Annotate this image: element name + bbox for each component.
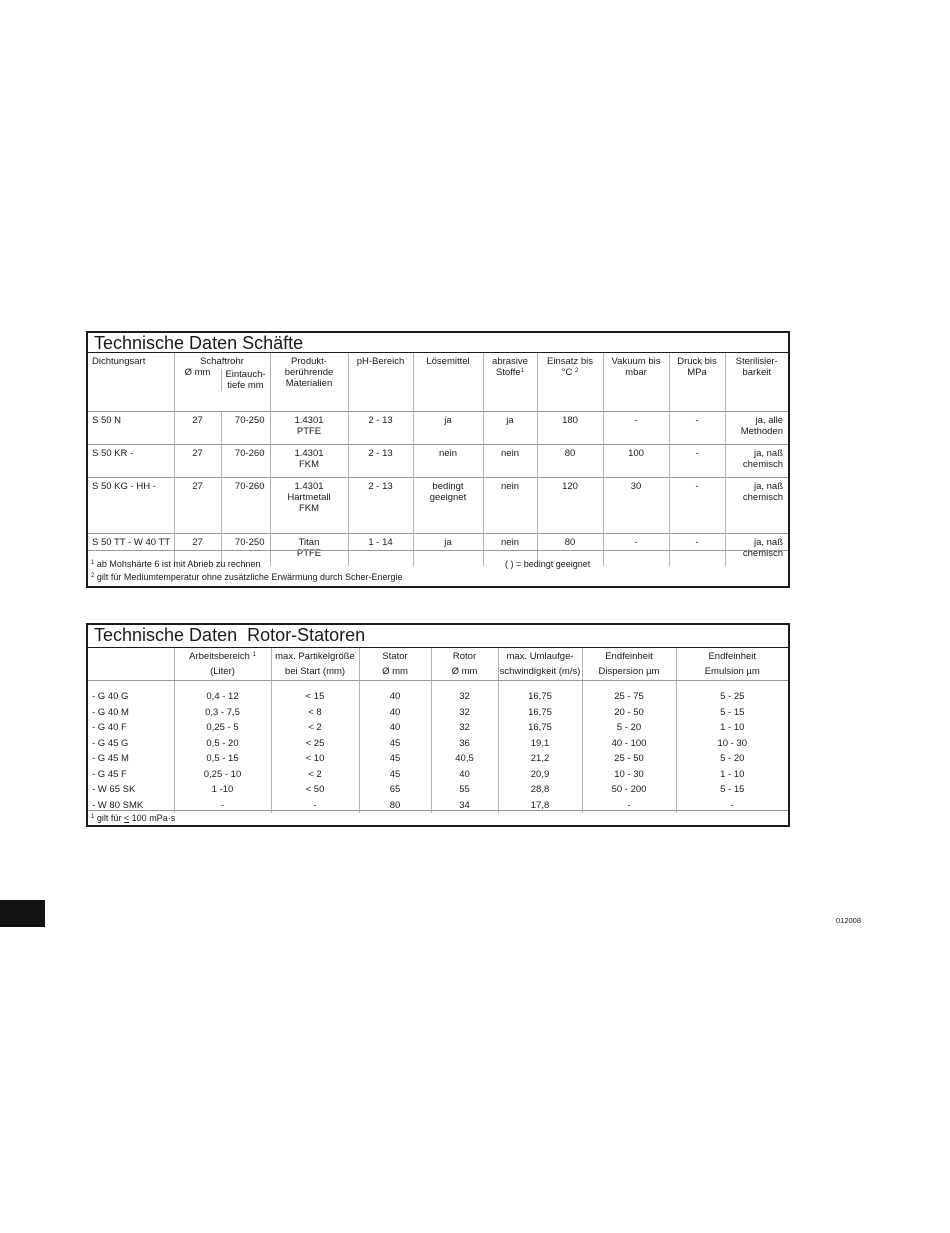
cell-stator: 40 <box>389 691 401 702</box>
header-druck-line-2: MPa <box>687 367 707 378</box>
cell-arbeitsbereich: 1 -10 <box>211 784 234 795</box>
cell-partikel: < 15 <box>305 691 325 702</box>
rotor-statoren-footnote <box>91 813 175 824</box>
cell-type: - G 45 G <box>92 737 129 749</box>
header-produkt-line-2: berührende <box>284 367 334 378</box>
cell-abrasive: nein <box>483 444 537 477</box>
header-schaftrohr-label: Schaftrohr <box>200 356 244 367</box>
header-umlauf-line-2: schwindigkeit (m/s) <box>499 666 581 677</box>
rotor-statoren-header-rule <box>88 680 788 681</box>
header-eintauch-line-1: Eintauch- <box>225 369 266 380</box>
cell-dichtungsart: S 50 KG - HH - <box>88 477 174 533</box>
cell-material <box>270 477 348 533</box>
col-arbeitsbereich <box>174 680 271 813</box>
cell-arbeitsbereich: 0,3 - 7,5 <box>205 706 240 718</box>
cell-druck: - <box>669 533 725 566</box>
rotor-statoren-data-block <box>88 680 788 813</box>
cell-emulsion: 1 - 10 <box>720 722 745 733</box>
cell-emulsion: 5 - 20 <box>720 753 745 764</box>
header-produkt <box>270 353 348 411</box>
cell-ph: 2 - 13 <box>348 411 413 444</box>
cell-eintauchtiefe: 70-250 <box>221 533 270 566</box>
header-umlauf-line-1: max. Umlaufge- <box>506 651 574 662</box>
cell-arbeitsbereich: 0,25 - 10 <box>203 768 242 780</box>
cell-druck: - <box>669 477 725 533</box>
cell-partikel: < 25 <box>305 737 325 749</box>
cell-type: - W 65 SK <box>92 784 136 795</box>
cell-einsatz: 80 <box>537 444 603 477</box>
legend-bedingt-geeignet: ( ) = bedingt geeignet <box>505 559 591 569</box>
cell-eintauchtiefe: 70-250 <box>221 411 270 444</box>
cell-stator: 80 <box>389 799 401 811</box>
cell-vakuum: - <box>603 411 669 444</box>
cell-durchmesser: 27 <box>174 477 221 533</box>
cell-stator: 45 <box>389 768 401 780</box>
cell-type: - G 45 F <box>92 768 127 780</box>
cell-umlaufgeschwindigkeit: 21,2 <box>530 753 550 764</box>
cell-dichtungsart: S 50 KR - <box>88 444 174 477</box>
header-einsatz-line-2: °C <box>561 367 573 378</box>
cell-stator: 45 <box>389 753 401 764</box>
cell-sterilisierbarkeit <box>725 477 788 533</box>
cell-rotor: 32 <box>459 691 470 702</box>
cell-material <box>270 411 348 444</box>
header-partikel <box>271 648 359 680</box>
cell-material-line: Hartmetall <box>287 491 331 503</box>
header-stator-line-1: Stator <box>382 651 408 662</box>
footnote-1-mark: 1 <box>91 560 95 566</box>
cell-partikel: < 10 <box>305 753 325 764</box>
cell-sterilisierbarkeit <box>725 411 788 444</box>
header-rotor-line-1: Rotor <box>452 651 477 662</box>
header-endfeinheit-dispersion <box>582 648 676 680</box>
cell-umlaufgeschwindigkeit: 19,1 <box>530 737 550 749</box>
cell-steril-line: chemisch <box>742 458 783 470</box>
col-endfeinheit-emulsion <box>676 680 788 813</box>
header-vakuum-line-2: mbar <box>625 367 647 378</box>
cell-dispersion: 25 - 75 <box>614 691 644 702</box>
cell-steril-line: ja, naß <box>753 536 783 548</box>
cell-partikel: < 2 <box>308 768 322 780</box>
cell-vakuum: - <box>603 533 669 566</box>
cell-umlaufgeschwindigkeit: 16,75 <box>528 706 552 718</box>
col-partikel <box>271 680 359 813</box>
cell-arbeitsbereich: 0,4 - 12 <box>206 691 239 702</box>
footnote-2 <box>91 572 403 583</box>
header-arbeitsbereich <box>174 648 271 680</box>
table-row <box>88 411 788 444</box>
cell-steril-line: Methoden <box>740 425 783 437</box>
cell-dichtungsart: S 50 TT - W 40 TT <box>88 533 174 566</box>
cell-abrasive: nein <box>483 477 537 533</box>
cell-ph: 2 - 13 <box>348 477 413 533</box>
cell-vakuum: 100 <box>603 444 669 477</box>
cell-loesemittel: nein <box>413 444 483 477</box>
col-endfeinheit-dispersion <box>582 680 676 813</box>
header-abrasive-line-2: Stoffe <box>496 367 521 378</box>
cell-loesemittel: ja <box>413 411 483 444</box>
header-abrasive-footnote-mark: 1 <box>520 368 524 374</box>
cell-druck: - <box>669 444 725 477</box>
page-code: 012008 <box>836 916 862 925</box>
header-emul-line-1: Endfeinheit <box>708 651 757 662</box>
header-arbeitsbereich-line-1: Arbeitsbereich <box>189 651 250 662</box>
header-vakuum-line-1: Vakuum bis <box>611 356 661 367</box>
cell-loesemittel <box>413 477 483 533</box>
cell-arbeitsbereich: 0,5 - 20 <box>206 737 239 749</box>
cell-eintauchtiefe: 70-260 <box>221 477 270 533</box>
rotor-statoren-footnote-mark: 1 <box>91 814 95 820</box>
header-druck-line-1: Druck bis <box>677 356 717 367</box>
cell-material-line: FKM <box>298 458 320 470</box>
cell-rotor: 40,5 <box>455 753 474 764</box>
cell-loesemittel-line: bedingt <box>432 480 464 492</box>
schaefte-footnote-rule <box>88 550 788 551</box>
cell-dispersion: - <box>627 799 631 811</box>
header-disp-line-2: Dispersion µm <box>598 666 660 677</box>
header-sterilisierbarkeit <box>725 353 788 411</box>
cell-type: - G 40 G <box>92 691 129 702</box>
cell-umlaufgeschwindigkeit: 20,9 <box>530 768 550 780</box>
cell-dispersion: 25 - 50 <box>614 753 644 764</box>
header-eintauch-line-2: tiefe mm <box>227 380 264 391</box>
cell-einsatz: 120 <box>537 477 603 533</box>
header-steril-line-2: barkeit <box>742 367 771 378</box>
cell-abrasive: ja <box>483 411 537 444</box>
cell-arbeitsbereich: - <box>220 799 225 811</box>
cell-arbeitsbereich: 0,5 - 15 <box>206 753 239 764</box>
cell-stator: 65 <box>389 784 401 795</box>
header-druck <box>669 353 725 411</box>
cell-rotor: 32 <box>459 706 470 718</box>
schaefte-table <box>88 353 788 566</box>
page-edge-marker <box>0 900 45 927</box>
cell-emulsion: 5 - 15 <box>720 706 745 718</box>
cell-material-line: Titan <box>298 536 320 548</box>
schaefte-title: Technische Daten Schäfte <box>94 333 304 353</box>
cell-arbeitsbereich: 0,25 - 5 <box>206 722 239 733</box>
schaefte-table-box <box>86 331 790 588</box>
cell-umlaufgeschwindigkeit: 17,8 <box>530 799 550 811</box>
header-produkt-line-3: Materialien <box>285 378 333 389</box>
header-dichtungsart: Dichtungsart <box>88 353 174 411</box>
header-partikel-line-1: max. Partikelgröße <box>275 651 355 662</box>
header-arbeitsbereich-footnote-mark: 1 <box>252 652 256 658</box>
header-empty <box>88 648 174 680</box>
cell-dichtungsart: S 50 N <box>88 411 174 444</box>
cell-rotor: 40 <box>459 768 470 780</box>
header-produkt-line-1: Produkt- <box>291 356 327 367</box>
cell-partikel: < 8 <box>308 706 322 718</box>
cell-umlaufgeschwindigkeit: 28,8 <box>530 784 550 795</box>
header-einsatz-line-1: Einsatz bis <box>547 356 593 367</box>
cell-durchmesser: 27 <box>174 533 221 566</box>
cell-dispersion: 40 - 100 <box>611 737 647 749</box>
header-vakuum <box>603 353 669 411</box>
cell-rotor: 36 <box>459 737 470 749</box>
rotor-statoren-table <box>88 648 788 813</box>
header-rotor <box>431 648 498 680</box>
cell-stator: 40 <box>389 706 401 718</box>
cell-partikel: < 50 <box>305 784 325 795</box>
cell-type: - G 40 M <box>92 706 129 718</box>
col-type <box>88 680 174 813</box>
cell-steril-line: ja, naß <box>753 447 783 459</box>
header-einsatz <box>537 353 603 411</box>
cell-dispersion: 50 - 200 <box>611 784 647 795</box>
cell-emulsion: 10 - 30 <box>717 737 748 749</box>
cell-durchmesser: 27 <box>174 411 221 444</box>
header-schaftrohr <box>174 353 270 411</box>
footnote-1 <box>91 559 260 570</box>
cell-rotor: 55 <box>459 784 470 795</box>
rotor-statoren-footnote-text: gilt für <box>96 813 122 823</box>
cell-stator: 45 <box>389 737 401 749</box>
cell-rotor: 34 <box>459 799 470 811</box>
col-stator <box>359 680 431 813</box>
header-umlaufgeschwindigkeit <box>498 648 582 680</box>
cell-ph: 2 - 13 <box>348 444 413 477</box>
footnote-2-text: gilt für Mediumtemperatur ohne zusätzliche Erwärmung durch Scher-Energie <box>96 572 403 582</box>
cell-stator: 40 <box>389 722 401 733</box>
cell-dispersion: 20 - 50 <box>614 706 644 718</box>
cell-loesemittel: ja <box>413 533 483 566</box>
schaefte-header-row <box>88 353 788 411</box>
col-umlaufgeschwindigkeit <box>498 680 582 813</box>
cell-type: - G 45 M <box>92 753 129 764</box>
footnote-1-text: ab Mohshärte 6 ist mit Abrieb zu rechnen <box>96 559 261 569</box>
cell-partikel: < 2 <box>308 722 322 733</box>
header-abrasive-line-1: abrasive <box>492 356 528 367</box>
cell-steril-line: ja, naß <box>753 480 783 492</box>
header-arbeitsbereich-line-2: (Liter) <box>210 666 235 677</box>
cell-emulsion: 5 - 15 <box>720 784 745 795</box>
rotor-statoren-footnote-value: 100 mPa·s <box>131 813 176 823</box>
cell-material-line: 1.4301 <box>294 414 324 426</box>
header-ph: pH-Bereich <box>348 353 413 411</box>
cell-type: - W 80 SMK <box>92 799 144 811</box>
cell-druck: - <box>669 411 725 444</box>
header-abrasive <box>483 353 537 411</box>
cell-material-line: FKM <box>298 502 320 514</box>
header-endfeinheit-emulsion <box>676 648 788 680</box>
cell-material-line: 1.4301 <box>294 480 324 492</box>
cell-abrasive: nein <box>483 533 537 566</box>
cell-sterilisierbarkeit <box>725 444 788 477</box>
header-disp-line-1: Endfeinheit <box>605 651 653 662</box>
footnote-2-mark: 2 <box>91 573 95 579</box>
cell-vakuum: 30 <box>603 477 669 533</box>
cell-einsatz: 80 <box>537 533 603 566</box>
table-row <box>88 444 788 477</box>
cell-einsatz: 180 <box>537 411 603 444</box>
cell-material <box>270 444 348 477</box>
cell-steril-line: ja, alle <box>755 414 783 426</box>
rotor-statoren-footnote-le-sign: < <box>123 813 130 823</box>
cell-type: - G 40 F <box>92 722 127 733</box>
rotor-statoren-footnote-rule <box>88 810 788 811</box>
rotor-statoren-table-box <box>86 623 790 827</box>
cell-umlaufgeschwindigkeit: 16,75 <box>528 722 552 733</box>
cell-dispersion: 5 - 20 <box>616 722 642 733</box>
cell-material-line: 1.4301 <box>294 447 324 459</box>
header-eintauchtiefe <box>221 369 270 391</box>
cell-emulsion: 5 - 25 <box>720 691 745 702</box>
cell-material-line: PTFE <box>296 547 322 559</box>
cell-emulsion: - <box>730 799 734 811</box>
cell-durchmesser: 27 <box>174 444 221 477</box>
cell-steril-line: chemisch <box>742 491 783 503</box>
header-loesemittel: Lösemittel <box>413 353 483 411</box>
rotor-statoren-title: Technische Daten Rotor-Statoren <box>94 625 366 645</box>
cell-eintauchtiefe: 70-260 <box>221 444 270 477</box>
cell-steril-line: chemisch <box>742 547 783 559</box>
cell-material-line: PTFE <box>296 425 322 437</box>
cell-dispersion: 10 - 30 <box>614 768 644 780</box>
header-einsatz-footnote-mark: 2 <box>574 368 579 374</box>
cell-ph: 1 - 14 <box>348 533 413 566</box>
cell-umlaufgeschwindigkeit: 16,75 <box>528 691 552 702</box>
cell-emulsion: 1 - 10 <box>720 768 745 780</box>
header-stator <box>359 648 431 680</box>
rotor-statoren-header-row <box>88 648 788 680</box>
cell-partikel: - <box>313 799 317 811</box>
table-row <box>88 477 788 533</box>
header-rotor-line-2: Ø mm <box>451 666 478 677</box>
cell-rotor: 32 <box>459 722 470 733</box>
header-emul-line-2: Emulsion µm <box>704 666 760 677</box>
cell-loesemittel-line: geeignet <box>429 491 467 503</box>
header-stator-line-2: Ø mm <box>382 666 408 677</box>
header-partikel-line-2: bei Start (mm) <box>284 666 346 677</box>
header-steril-line-1: Sterilisier- <box>735 356 778 367</box>
header-durchmesser: Ø mm <box>184 367 211 378</box>
col-rotor <box>431 680 498 813</box>
